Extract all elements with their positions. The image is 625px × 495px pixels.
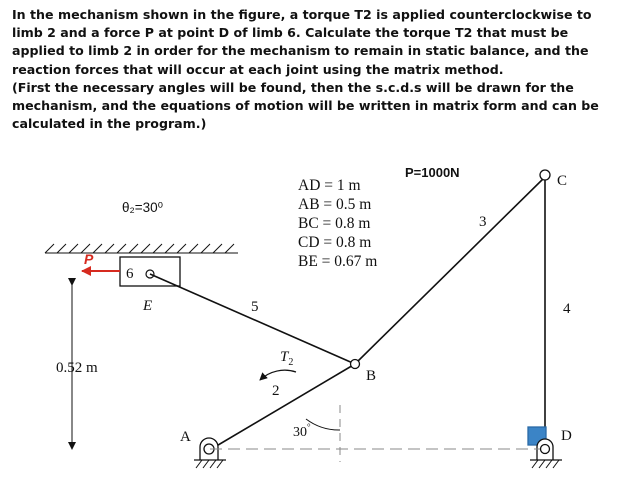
point-d-label: D [561,428,572,444]
link-3-label: 3 [479,214,487,230]
theta-label: θ₂=30⁰ [122,200,164,215]
angle-arc [306,419,340,430]
joint-c [540,170,550,180]
link-5-label: 5 [251,299,259,315]
torque-t2-label: $T_2$ [280,349,294,368]
ground-pivot-d [528,427,562,468]
problem-paragraph-1: In the mechanism shown in the figure, a torque T2 is applied counterclockwise to limb 2 and a force P at point D of limb 6. Calculate the torque T2 that must be applied to limb 2 in order for the mechanism to remain in static balance, and the reaction forces that will occur at each joint using the matrix method. [12,7,592,77]
dimension-ad: AD = 1 m [298,177,361,194]
dimension-be: BE = 0.67 m [298,253,378,270]
torque-t2-arrow [260,370,296,380]
link-5 [150,274,355,364]
point-e-label: E [143,298,153,314]
joint-b [351,360,360,369]
point-c-label: C [557,173,568,189]
link-2-label: 2 [272,383,280,399]
link-4-label: 4 [563,301,571,317]
link-3 [355,177,545,364]
top-ground [45,244,238,253]
point-a-label: A [180,429,191,445]
angle-label: 30° [293,422,311,440]
dimension-cd: CD = 0.8 m [298,234,372,251]
link-2 [208,364,355,451]
problem-paragraph-2: (First the necessary angles will be found, then the s.c.d.s will be drawn for the mechanism, and the equations of motion will be written in matrix form and can be calculated in the program.) [12,79,599,132]
point-b-label: B [366,368,377,384]
link-6-label: 6 [126,266,134,282]
force-magnitude-label: P=1000N [405,165,460,180]
height-dimension-label: 0.52 m [56,360,98,376]
dimension-bc: BC = 0.8 m [298,215,371,232]
dimension-ab: AB = 0.5 m [298,196,372,213]
force-p-label: P [84,251,94,267]
dimension-list [298,177,377,270]
